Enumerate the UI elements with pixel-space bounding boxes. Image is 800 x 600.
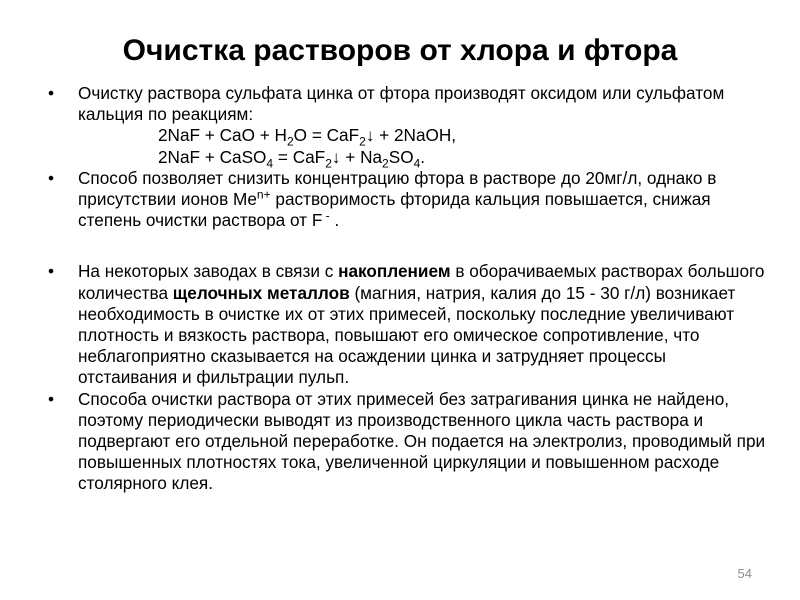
- bullet-paragraph-3: [48, 261, 768, 388]
- slide-body: [48, 83, 768, 495]
- bullet-marker: •: [48, 83, 55, 103]
- eq2-part-c: ↓ + Na: [331, 146, 383, 167]
- eq1-part-c: ↓ + 2NaOH,: [365, 125, 457, 146]
- slide-title: Очистка растворов от хлора и фтора: [122, 34, 678, 67]
- eq1-subscript-1: 2: [286, 134, 294, 149]
- eq2-subscript-1: 4: [266, 156, 274, 171]
- eq1-part-b: O = CaF: [293, 125, 360, 146]
- eq2-subscript-4: 4: [413, 156, 421, 171]
- paragraph-1-text: Очистку раствора сульфата цинка от фтора производят оксидом или сульфатом кальция по реакциям:: [78, 83, 725, 125]
- p3-bold-alkali-metals: щелочных металлов: [172, 282, 350, 303]
- reaction-equation-1: [78, 125, 768, 149]
- eq2-subscript-2: 2: [325, 156, 332, 171]
- p3-part-a: На некоторых заводах в связи с: [78, 261, 339, 282]
- paragraph-2-text: [78, 168, 768, 232]
- bullet-paragraph-1: [48, 83, 768, 171]
- bullet-paragraph-2: [48, 168, 768, 232]
- p3-part-b: в оборачиваемых растворах большого количества: [78, 261, 765, 303]
- p3-part-c: (магния, натрия, калия до 15 - 30 г/л) возникает необходимость в очистке их от этих примесей, поскольку последние увеличивают плотность и вязкость раствора, повышают его омическое сопротивление, что неблагоприятно сказывается на осаждении цинка и затрудняет процессы отстаивания и фильтрации пульп.: [78, 282, 736, 388]
- p2-superscript-fluoride-charge: -: [322, 208, 330, 223]
- paragraph-3-text: [78, 261, 768, 388]
- bullet-marker: •: [48, 167, 55, 188]
- eq2-part-b: = CaF: [273, 146, 326, 167]
- eq1-subscript-2: 2: [359, 134, 366, 149]
- paragraph-gap: [48, 231, 768, 261]
- bullet-marker: •: [48, 261, 55, 282]
- eq2-subscript-3: 2: [382, 156, 389, 171]
- eq1-part-a: 2NaF + CaO + H: [158, 125, 287, 146]
- p2-part-a: Способ позволяет снизить концентрацию фтора в растворе до 20мг/л, однако в присутствии ионов Me: [78, 167, 717, 210]
- paragraph-4-text: Способа очистки раствора от этих примесей без затрагивания цинка не найдено, поэтому периодически выводят из производственного цикла часть раствора и подвергают его отдельной переработке. Он подается на электролиз, проводимый при повышенных плотностях тока, увеличенной циркуляции и повышенном расходе столярного клея.: [78, 388, 766, 494]
- bullet-paragraph-4: [48, 389, 768, 495]
- p2-part-b: растворимость фторида кальция повышается, снижая степень очистки раствора от F: [78, 189, 711, 231]
- eq2-part-e: .: [420, 146, 426, 167]
- reaction-equation-2: [78, 146, 768, 171]
- bullet-marker: •: [48, 388, 55, 409]
- p2-part-c: .: [329, 210, 340, 231]
- eq2-part-d: SO: [388, 146, 414, 167]
- p3-bold-accumulation: накоплением: [338, 261, 451, 282]
- eq2-part-a: 2NaF + CaSO: [158, 146, 267, 167]
- p2-superscript-ion-charge: n+: [256, 187, 271, 202]
- page-number: 54: [737, 566, 752, 581]
